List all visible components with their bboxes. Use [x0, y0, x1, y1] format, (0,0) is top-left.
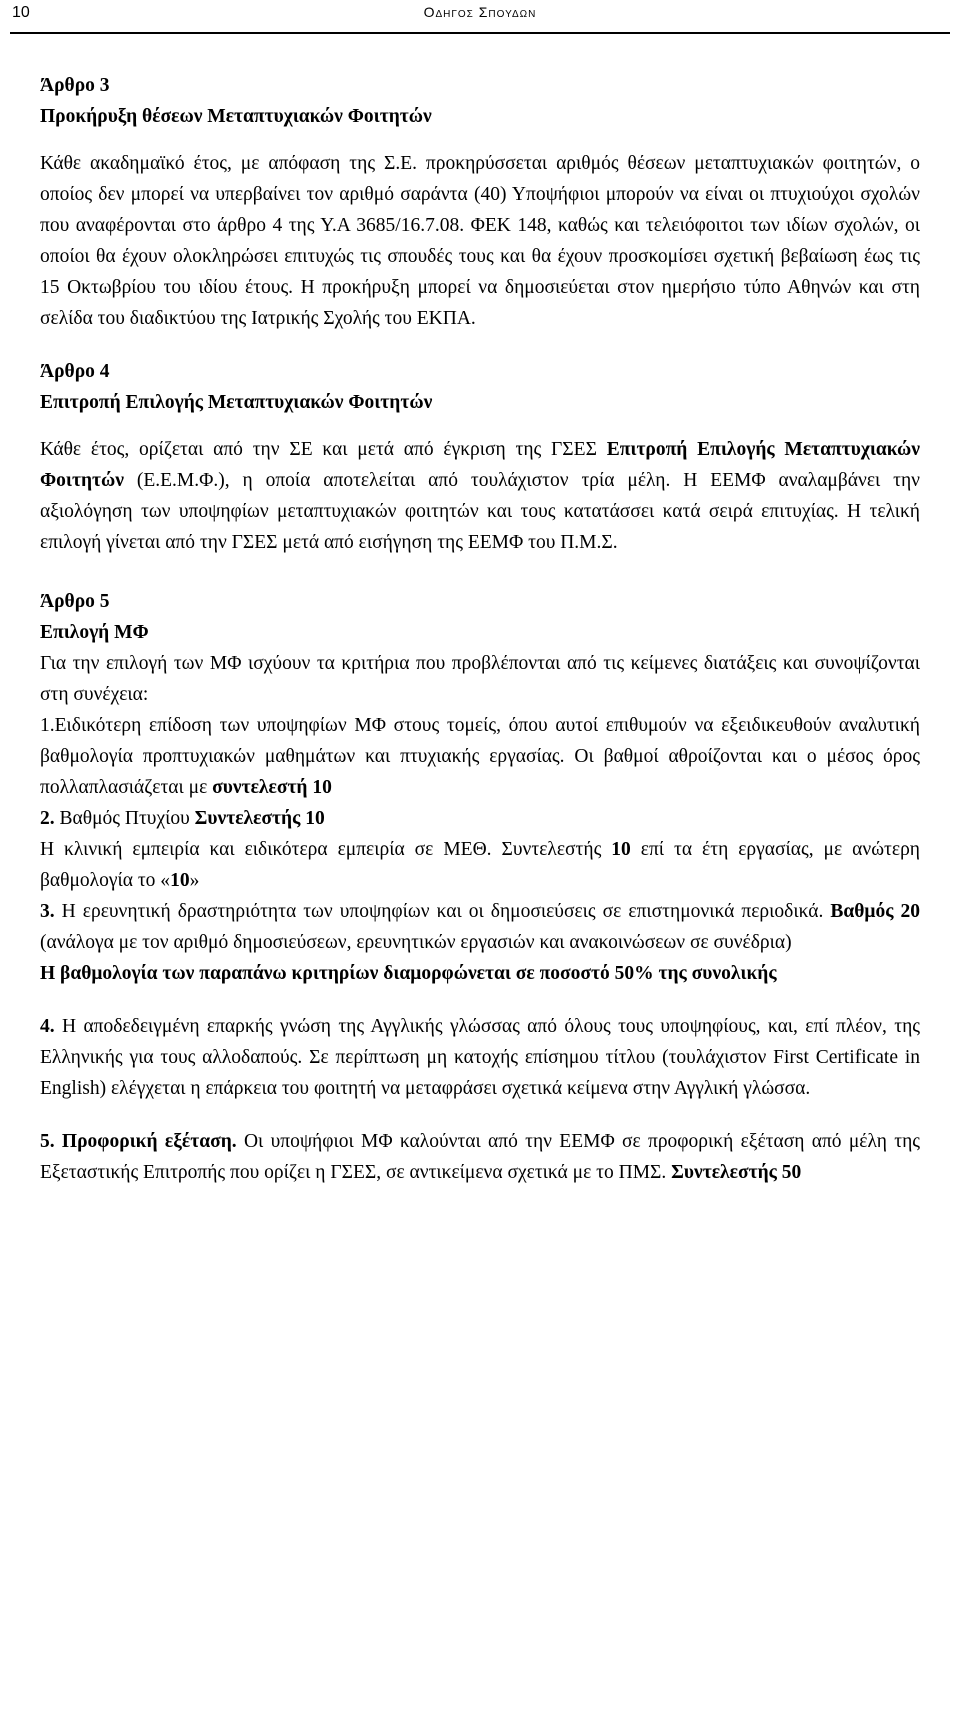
- criterion-3-text-2: (ανάλογα με τον αριθμό δημοσιεύσεων, ερευνητικών εργασιών και ανακοινώσεων σε συνέδρια): [40, 932, 792, 953]
- criterion-2-number: 2.: [40, 808, 55, 829]
- criterion-5-coefficient: Συντελεστής 50: [671, 1162, 802, 1183]
- page-number: 10: [12, 4, 30, 21]
- clinical-experience-a: Η κλινική εμπειρία και ειδικότερα εμπειρία σε ΜΕΘ. Συντελεστής: [40, 839, 612, 860]
- criterion-5-text: Οι υποψήφιοι ΜΦ καλούνται από την ΕΕΜΦ σε προφορική εξέταση από μέλη της Εξεταστικής Επιτροπής που ορίζει η ΓΣΕΣ, σε αντικείμενα σχετικά με το ΠΜΣ.: [40, 1131, 920, 1183]
- clinical-max-score: 10: [170, 870, 190, 891]
- running-title: Οδηγος Σπουδων: [423, 4, 537, 20]
- article-4-body: [40, 434, 920, 558]
- criterion-4-number: 4.: [40, 1016, 55, 1037]
- page-header: [0, 0, 960, 36]
- criterion-3: [40, 896, 920, 958]
- article-3-body: Κάθε ακαδημαϊκό έτος, με απόφαση της Σ.Ε. προκηρύσσεται αριθμός θέσεων μεταπτυχιακών φοιτητών, ο οποίος δεν μπορεί να υπερβαίνει τον αριθμό σαράντα (40) Υποψήφιοι μπορούν να είναι οι πτυχιούχοι σχολών που αναφέρονται στο άρθρο 4 της Υ.Α 3685/16.7.08. ΦΕΚ 148, καθώς και τελειόφοιτοι των ιδίων σχολών, οι οποίοι θα έχουν ολοκληρώσει επιτυχώς τις σπουδές τους και θα έχουν προσκομίσει σχετική βεβαίωση έως τις 15 Οκτωβρίου του ιδίου έτους. Η προκήρυξη μπορεί να δημοσιεύεται στον ημερήσιο τύπο Αθηνών και στη σελίδα του διαδικτύου της Ιατρικής Σχολής του ΕΚΠΑ.: [40, 153, 920, 329]
- criterion-4-text: Η αποδεδειγμένη επαρκής γνώση της Αγγλικής γλώσσας από όλους τους υποψηφίους, και, επί πλέον, της Ελληνικής για τους αλλοδαπούς. Σε περίπτωση μη κατοχής επίσημου τίτλου (τουλάχιστον First Certificate in English) ελέγχεται η επάρκεια του φοιτητή να μεταφράσει σχετικά κείμενα στην Αγγλική γλώσσα.: [40, 1016, 920, 1099]
- header-rule: [10, 32, 950, 34]
- criterion-3-number: 3.: [40, 901, 55, 922]
- article-5-subtitle: Επιλογή ΜΦ: [40, 622, 149, 643]
- clinical-experience-c: »: [189, 870, 200, 891]
- article-3-subtitle: Προκήρυξη θέσεων Μεταπτυχιακών Φοιτητών: [40, 106, 432, 127]
- article-5-title: Άρθρο 5: [40, 591, 110, 612]
- committee-name: Επιτροπή Επιλογής Μεταπτυχιακών Φοιτητών: [40, 439, 920, 491]
- criterion-2: [40, 803, 920, 834]
- document-body: [40, 70, 920, 1188]
- clinical-coefficient: 10: [611, 839, 631, 860]
- criterion-3-score: Βαθμός 20: [830, 901, 920, 922]
- article-4-subtitle: Επιτροπή Επιλογής Μεταπτυχιακών Φοιτητών: [40, 392, 433, 413]
- article-4-body-b: (Ε.Ε.Μ.Φ.), η οποία αποτελείται από τουλάχιστον τρία μέλη. Η ΕΕΜΦ αναλαμβάνει την αξιολόγηση των υποψηφίων μεταπτυχιακών φοιτητών και τους κατατάσσει κατά σειρά επιτυχίας. Η τελική επιλογή γίνεται από την ΓΣΕΣ μετά από εισήγηση της ΕΕΜΦ του Π.Μ.Σ.: [40, 470, 920, 553]
- article-4-title: Άρθρο 4: [40, 361, 110, 382]
- article-3-title: Άρθρο 3: [40, 75, 110, 96]
- article-4-body-a: Κάθε έτος, ορίζεται από την ΣΕ και μετά από έγκριση της ΓΣΕΣ: [40, 439, 607, 460]
- criterion-1: [40, 710, 920, 803]
- criterion-4: [40, 1011, 920, 1104]
- clinical-experience-b: επί τα έτη εργασίας, με ανώτερη βαθμολογία το «: [40, 839, 920, 891]
- clinical-experience: [40, 834, 920, 896]
- article-5-intro: Για την επιλογή των ΜΦ ισχύουν τα κριτήρια που προβλέπονται από τις κείμενες διατάξεις και συνοψίζονται στη συνέχεια:: [40, 653, 920, 705]
- criterion-1-coefficient: συντελεστή 10: [212, 777, 332, 798]
- criterion-2-coefficient: Συντελεστής 10: [194, 808, 325, 829]
- criterion-1-text: 1.Ειδικότερη επίδοση των υποψηφίων ΜΦ στους τομείς, όπου αυτοί επιθυμούν να εξειδικευθούν αναλυτική βαθμολογία προπτυχιακών μαθημάτων και πτυχιακής εργασίας. Οι βαθμοί αθροίζονται και ο μέσος όρος πολλαπλασιάζεται με: [40, 715, 920, 798]
- criterion-2-text: Βαθμός Πτυχίου: [54, 808, 195, 829]
- weight-note: Η βαθμολογία των παραπάνω κριτηρίων διαμορφώνεται σε ποσοστό 50% της συνολικής: [40, 963, 777, 984]
- criterion-3-text: Η ερευνητική δραστηριότητα των υποψηφίων και οι δημοσιεύσεις σε επιστημονικά περιοδικά.: [54, 901, 831, 922]
- criterion-5: [40, 1126, 920, 1188]
- criterion-5-heading: 5. Προφορική εξέταση.: [40, 1131, 237, 1152]
